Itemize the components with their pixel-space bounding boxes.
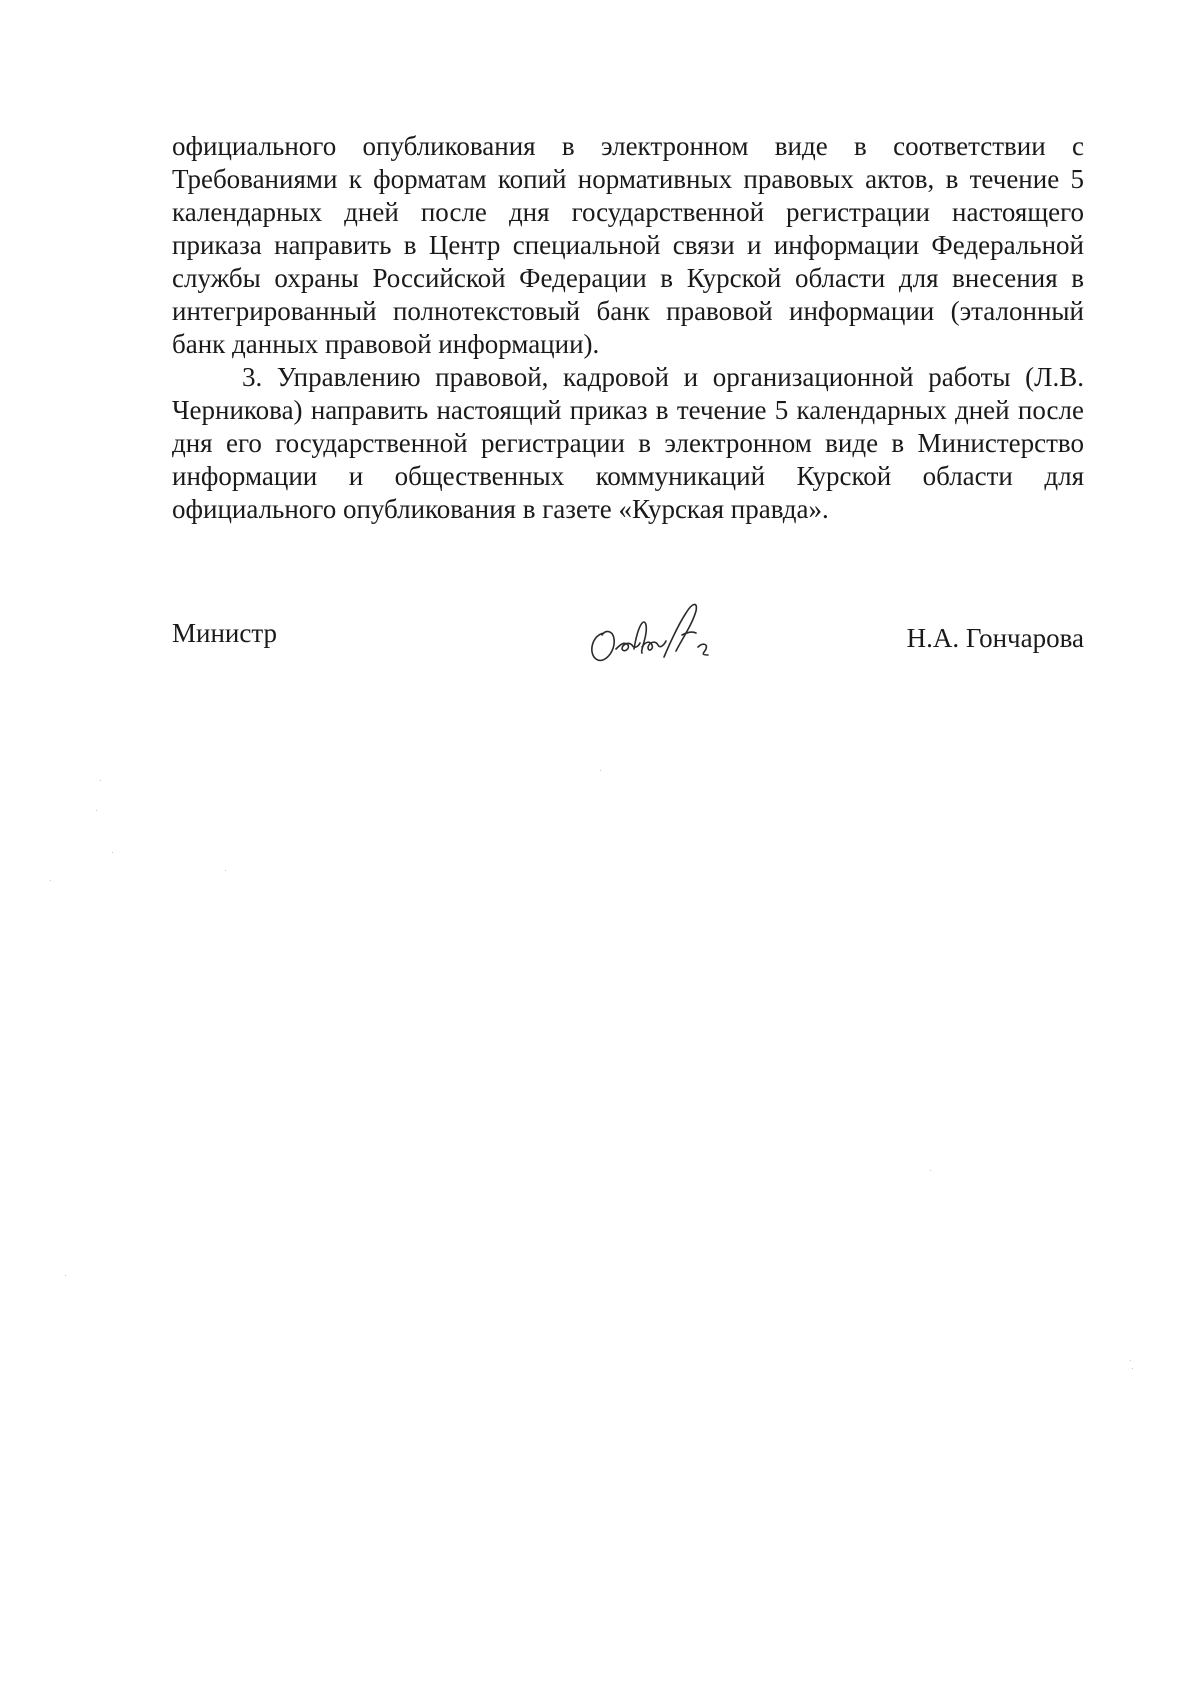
scan-speck <box>112 852 113 853</box>
scan-speck <box>50 880 51 881</box>
scan-speck <box>225 870 226 871</box>
paragraph-item-3: 3. Управлению правовой, кадровой и организационной работы (Л.В. Черникова) направить настоящий приказ в течение 5 календарных дней после дня его государственной регистрации в электронном виде в Министерство информации и общественных коммуникаций Курской области для официального опубликования в газете «Курская правда». <box>172 362 1084 524</box>
scan-speck <box>100 780 101 781</box>
signatory-title: Министр <box>172 618 277 648</box>
paragraph-continuation: официального опубликования в электронном виде в соответствии с Требованиями к форматам копий нормативных правовых актов, в течение 5 календарных дней после дня государственной регистрации настоящего приказа направить в Центр специальной связи и информации Федеральной службы охраны Российской Федерации в Курской области для внесения в интегрированный полнотекстовый банк правовой информации (эталонный банк данных правовой информации). <box>172 131 1084 359</box>
scan-speck <box>65 1275 66 1276</box>
document-body <box>172 130 1084 526</box>
scan-speck <box>96 810 97 811</box>
scan-speck <box>1132 1368 1133 1369</box>
scan-speck <box>1130 1360 1131 1361</box>
signature-block <box>172 595 1084 675</box>
scan-speck <box>930 1170 931 1171</box>
scan-speck <box>600 770 601 771</box>
handwritten-signature <box>582 595 732 675</box>
signatory-name: Н.А. Гончарова <box>906 623 1084 653</box>
